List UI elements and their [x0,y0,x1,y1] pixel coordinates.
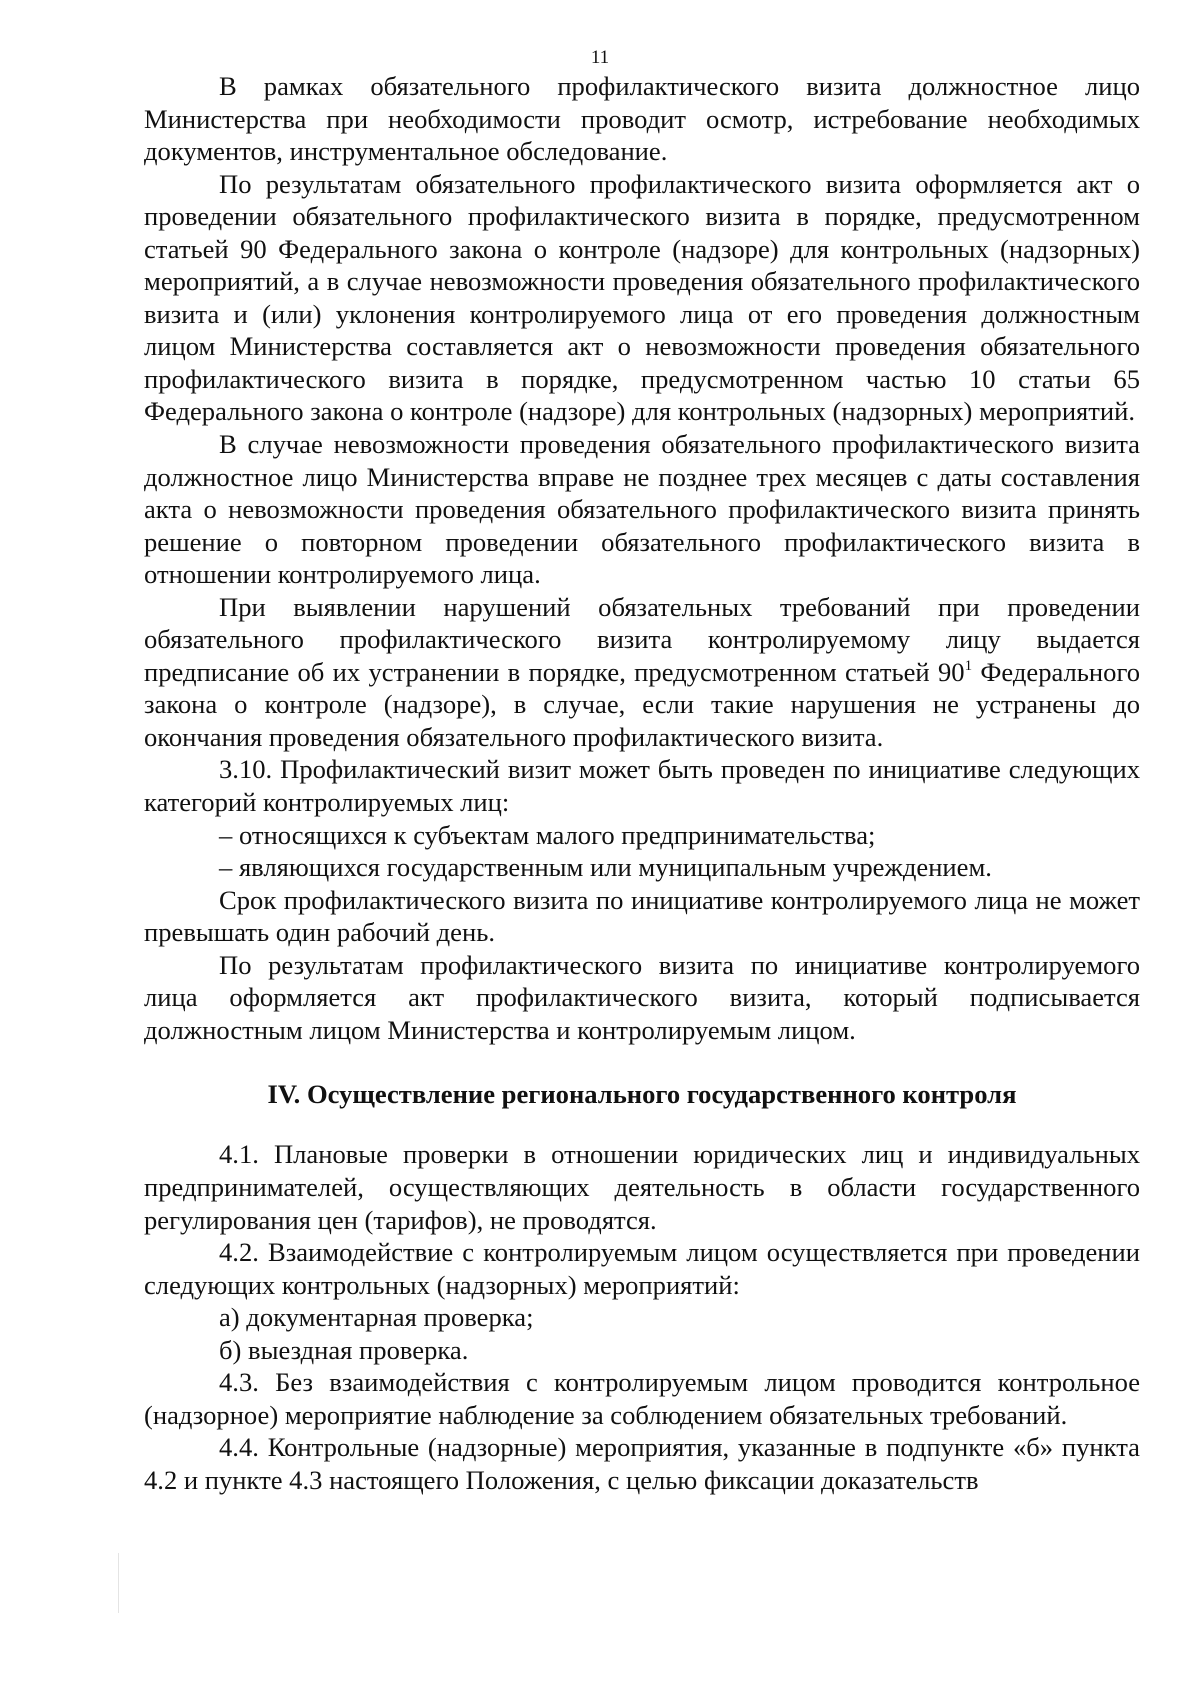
section-heading: IV. Осуществление регионального государственного контроля [267,1079,1017,1110]
list-item-documentary-check: а) документарная проверка; [219,1302,534,1333]
paragraph-3-10: 3.10. Профилактический визит может быть проведен по инициативе следующих категорий контролируемых лиц: [144,754,1140,818]
list-item-field-check: б) выездная проверка. [219,1334,469,1365]
paragraph-visit-duration: Срок профилактического визита по инициативе контролируемого лица не может превышать один рабочий день. [144,884,1140,948]
paragraph-4-1: 4.1. Плановые проверки в отношении юридических лиц и индивидуальных предпринимателей, осуществляющих деятельность в области государственного регулирования цен (тарифов), не проводятся. [144,1139,1140,1235]
scan-margin-mark [118,1553,119,1613]
article-superscript: 1 [964,657,973,674]
paragraph-4-3: 4.3. Без взаимодействия с контролируемым лицом проводится контрольное (надзорное) мероприятие наблюдение за соблюдением обязательных требований. [144,1367,1140,1430]
paragraph-visit-act: По результатам обязательного профилактического визита оформляется акт о проведении обязательного профилактического визита в порядке, предусмотренном статьей 90 Федерального закона о контроле (надзоре) для контрольных (надзорных) мероприятий, а в случае невозможности проведения обязательного профилактического визита и (или) уклонения контролируемого лица от его проведения должностным лицом Министерства составляется акт о невозможности проведения обязательного профилактического визита в порядке, предусмотренном частью 10 статьи 65 Федерального закона о контроле (надзоре) для контрольных (надзорных) мероприятий. [144,168,1140,427]
list-item-state-institution: – являющихся государственным или муниципальным учреждением. [219,852,992,883]
document-body [144,70,1140,1496]
paragraph-violations-order [144,591,1140,754]
violations-text-before: При выявлении нарушений обязательных требований при проведении обязательного профилактического визита контролируемому лицу выдается предписание об их устранении в порядке, предусмотренном статьей 90 [144,591,1140,687]
page-number: 11 [590,47,610,68]
paragraph-initiative-visit-act: По результатам профилактического визита по инициативе контролируемого лица оформляется акт профилактического визита, который подписывается должностным лицом Министерства и контролируемым лицом. [144,949,1140,1045]
paragraph-4-4: 4.4. Контрольные (надзорные) мероприятия, указанные в подпункте «б» пункта 4.2 и пункте 4.3 настоящего Положения, с целью фиксации доказательств [144,1432,1140,1495]
paragraph-inspection-actions: В рамках обязательного профилактического визита должностное лицо Министерства при необходимости проводит осмотр, истребование необходимых документов, инструментальное обследование. [144,71,1140,167]
list-item-small-business: – относящихся к субъектам малого предпринимательства; [219,819,876,850]
paragraph-4-2: 4.2. Взаимодействие с контролируемым лицом осуществляется при проведении следующих контрольных (надзорных) мероприятий: [144,1237,1140,1300]
violations-text-after: Федерального закона о контроле (надзоре), в случае, если такие нарушения не устранены до окончания проведения обязательного профилактического визита. [144,656,1140,752]
paragraph-repeat-visit: В случае невозможности проведения обязательного профилактического визита должностное лицо Министерства вправе не позднее трех месяцев с даты составления акта о невозможности проведения обязательного профилактического визита принять решение о повторном проведении обязательного профилактического визита в отношении контролируемого лица. [144,429,1140,590]
